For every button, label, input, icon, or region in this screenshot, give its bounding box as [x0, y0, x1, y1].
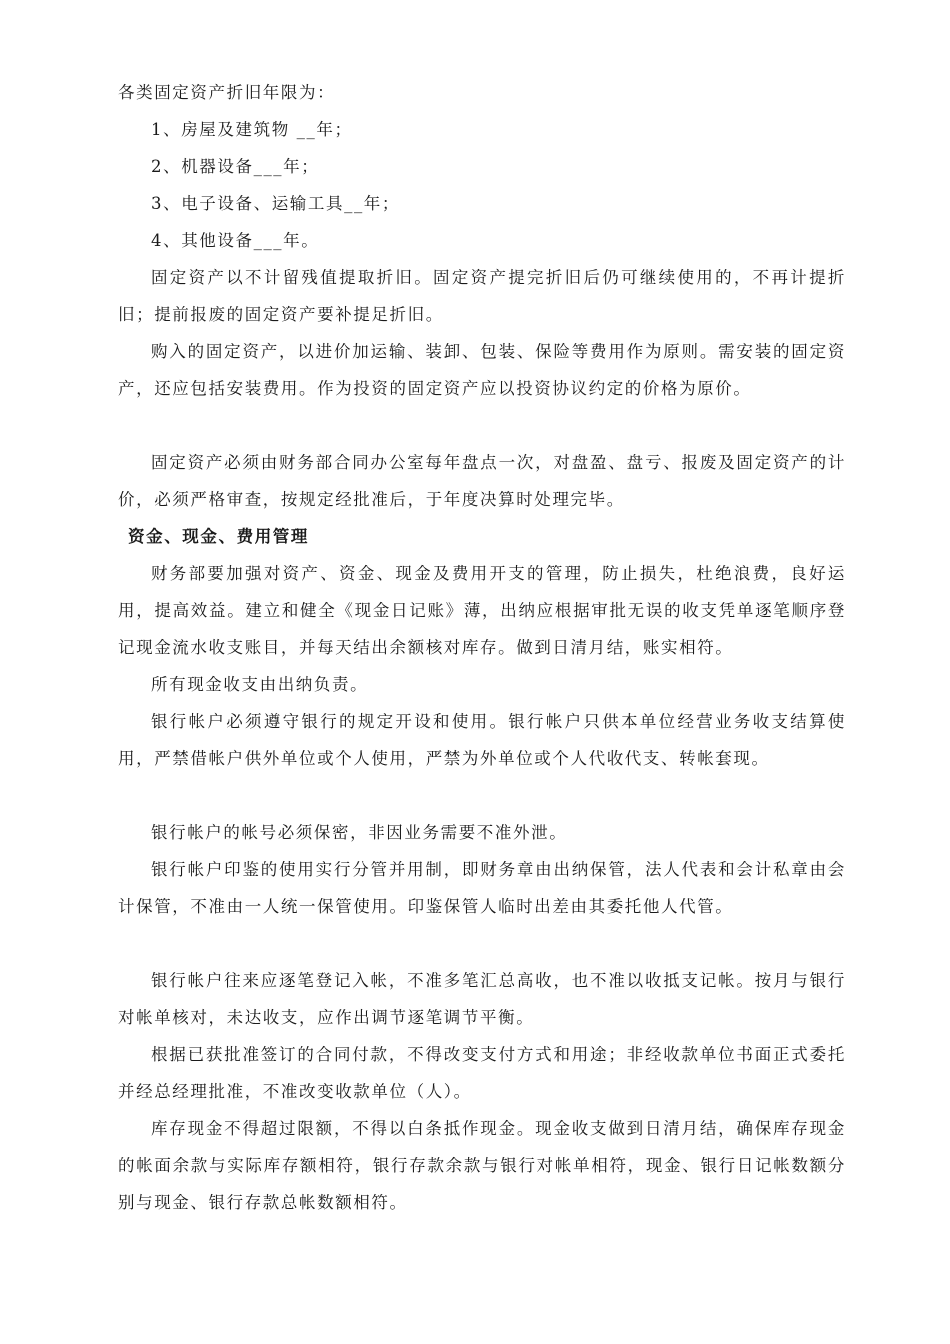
list-item-2: 2、机器设备___年； [151, 157, 320, 176]
list-item-4: 4、其他设备___年。 [151, 231, 320, 250]
paragraph-annual-inventory: 固定资产必须由财务部合同办公室每年盘点一次，对盘盈、盘亏、报废及固定资产的计价，必须严格审查，按规定经批准后，于年度决算时处理完毕。 [118, 453, 846, 509]
paragraph-cashier-responsibility: 所有现金收支由出纳负责。 [151, 675, 369, 694]
list-item-1: 1、房屋及建筑物 __年； [151, 120, 353, 139]
paragraph-purchase-cost: 购入的固定资产，以进价加运输、装卸、包装、保险等费用作为原则。需安装的固定资产，还应包括安装费用。作为投资的固定资产应以投资协议约定的价格为原价。 [118, 342, 846, 398]
intro-text: 各类固定资产折旧年限为： [118, 83, 336, 102]
section-heading: 资金、现金、费用管理 [128, 527, 309, 546]
paragraph-depreciation-rule: 固定资产以不计留残值提取折旧。固定资产提完折旧后仍可继续使用的，不再计提折旧；提前报废的固定资产要补提足折旧。 [118, 268, 846, 324]
paragraph-bank-account-usage: 银行帐户必须遵守银行的规定开设和使用。银行帐户只供本单位经营业务收支结算使用，严禁借帐户供外单位或个人使用，严禁为外单位或个人代收代支、转帐套现。 [118, 712, 846, 768]
paragraph-contract-payment: 根据已获批准签订的合同付款，不得改变支付方式和用途；非经收款单位书面正式委托并经总经理批准，不准改变收款单位（人）。 [118, 1045, 846, 1101]
list-item-3: 3、电子设备、运输工具__年； [151, 194, 400, 213]
document-body [118, 74, 846, 1221]
paragraph-seal-management: 银行帐户印鉴的使用实行分管并用制，即财务章由出纳保管，法人代表和会计私章由会计保管，不准由一人统一保管使用。印鉴保管人临时出差由其委托他人代管。 [118, 860, 846, 916]
paragraph-cash-limit: 库存现金不得超过限额，不得以白条抵作现金。现金收支做到日清月结，确保库存现金的帐面余款与实际库存额相符，银行存款余款与银行对帐单相符，现金、银行日记帐数额分别与现金、银行存款总帐数额相符。 [118, 1119, 846, 1212]
paragraph-account-secrecy: 银行帐户的帐号必须保密，非因业务需要不准外泄。 [151, 823, 568, 842]
paragraph-bank-reconciliation: 银行帐户往来应逐笔登记入帐，不准多笔汇总高收，也不准以收抵支记帐。按月与银行对帐单核对，未达收支，应作出调节逐笔调节平衡。 [118, 971, 846, 1027]
paragraph-cash-management: 财务部要加强对资产、资金、现金及费用开支的管理，防止损失，杜绝浪费，良好运用，提高效益。建立和健全《现金日记账》薄，出纳应根据审批无误的收支凭单逐笔顺序登记现金流水收支账目，并每天结出余额核对库存。做到日清月结，账实相符。 [118, 564, 846, 657]
